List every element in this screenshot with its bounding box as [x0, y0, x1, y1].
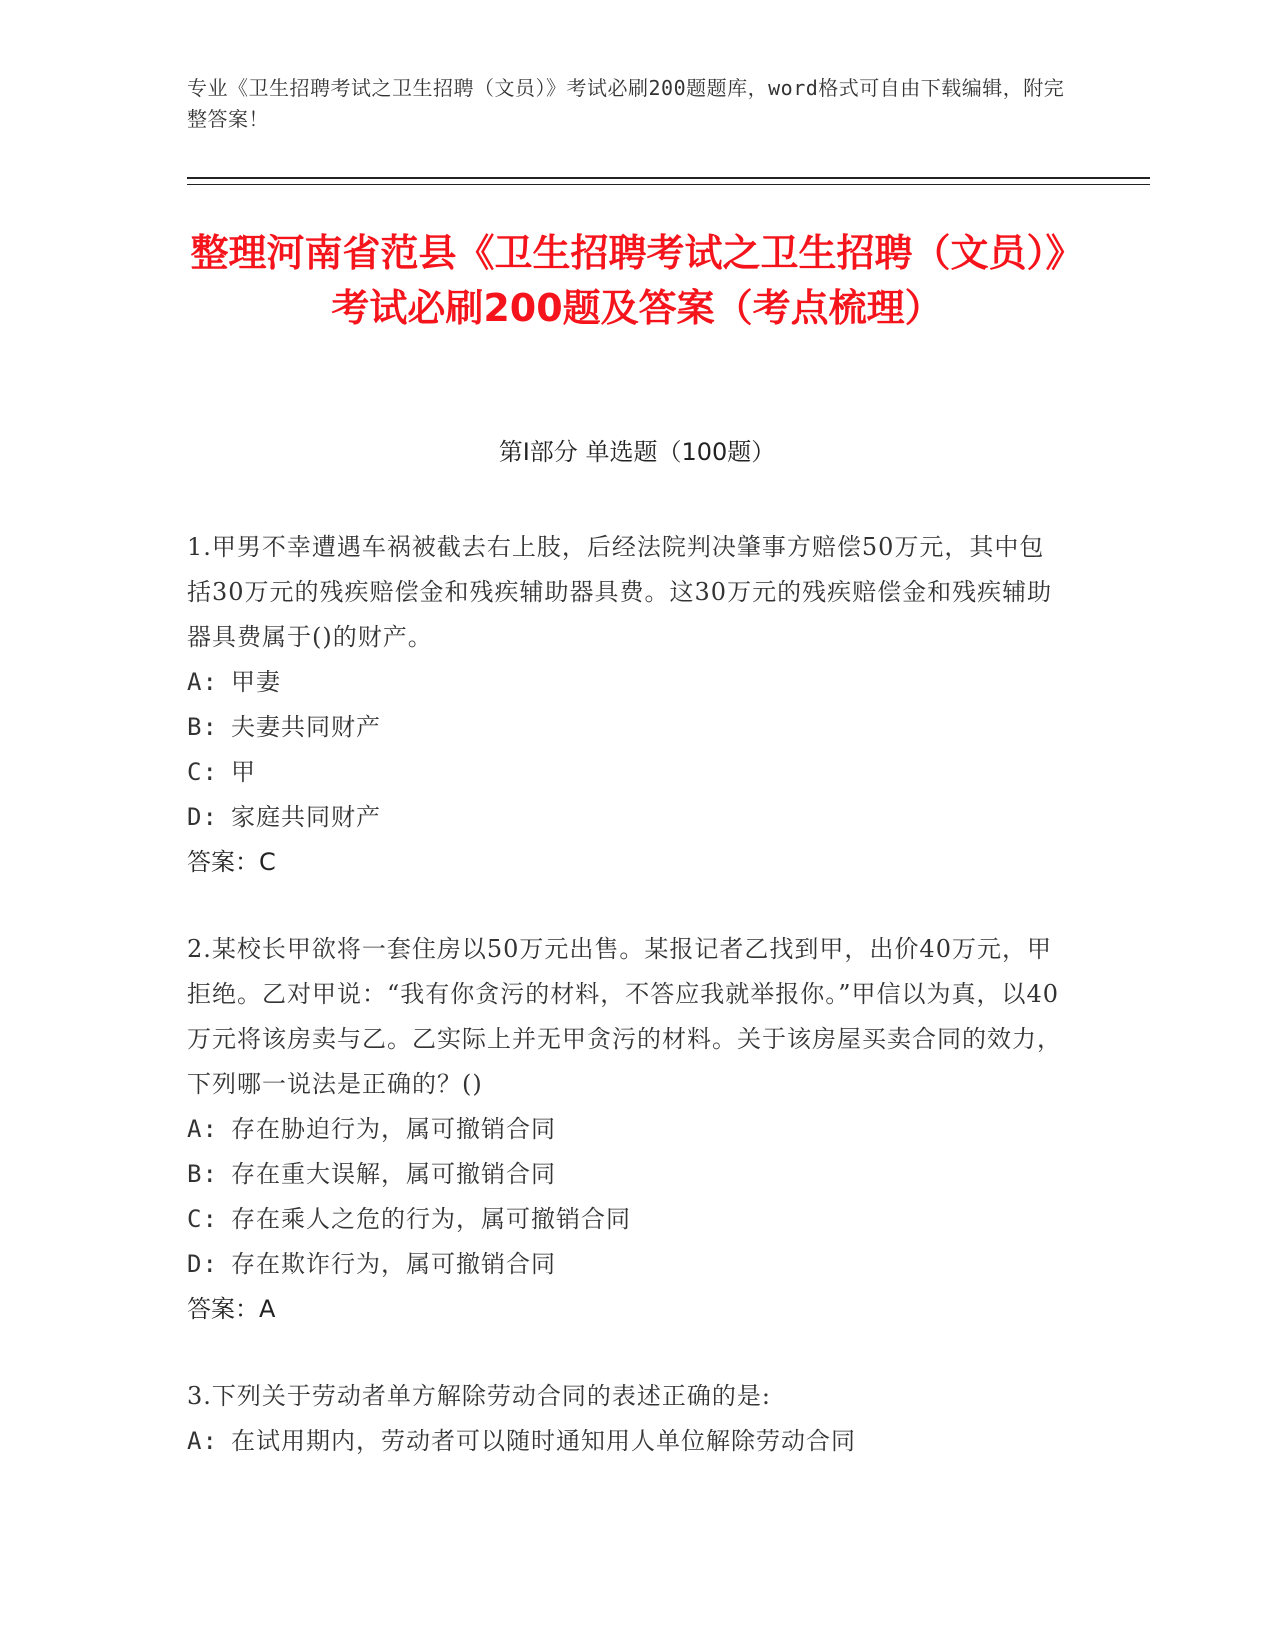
option-key: A:: [187, 668, 218, 696]
option-key: A:: [187, 1115, 218, 1143]
option-text: 甲妻: [231, 668, 281, 696]
option-key: D:: [187, 1250, 218, 1278]
option-b: [187, 705, 1067, 750]
question-stem: 3.下列关于劳动者单方解除劳动合同的表述正确的是:: [187, 1382, 771, 1410]
option-key: D:: [187, 803, 218, 831]
question-1: [187, 525, 1067, 885]
option-text: 在试用期内，劳动者可以随时通知用人单位解除劳动合同: [231, 1427, 856, 1455]
option-key: C:: [187, 1205, 218, 1233]
answer: 答案：A: [187, 1295, 276, 1323]
header-divider-thick: [187, 177, 1150, 179]
section-title: 第I部分 单选题（100题）: [498, 438, 776, 466]
question-stem: 1.甲男不幸遭遇车祸被截去右上肢，后经法院判决肇事方赔偿50万元，其中包括30万元的残疾赔偿金和残疾辅助器具费。这30万元的残疾赔偿金和残疾辅助器具费属于()的财产。: [187, 533, 1053, 651]
option-c: [187, 750, 1067, 795]
question-2: [187, 927, 1067, 1332]
header-divider-thin: [187, 184, 1150, 185]
option-c: [187, 1197, 1067, 1242]
document-title: 整理河南省范县《卫生招聘考试之卫生招聘（文员）》考试必刷200题及答案（考点梳理）: [190, 231, 1084, 330]
option-d: [187, 795, 1067, 840]
option-text: 存在胁迫行为，属可撤销合同: [231, 1115, 556, 1143]
question-stem: 2.某校长甲欲将一套住房以50万元出售。某报记者乙找到甲，出价40万元，甲拒绝。乙对甲说：“我有你贪污的材料，不答应我就举报你。”甲信以为真，以40万元将该房卖与乙。乙实际上并无甲贪污的材料。关于该房屋买卖合同的效力，下列哪一说法是正确的？(): [187, 935, 1062, 1098]
option-key: A:: [187, 1427, 218, 1455]
option-text: 家庭共同财产: [231, 803, 381, 831]
header-note: 专业《卫生招聘考试之卫生招聘（文员）》考试必刷200题题库，word格式可自由下载编辑，附完整答案！: [187, 76, 1065, 131]
option-text: 存在欺诈行为，属可撤销合同: [231, 1250, 556, 1278]
option-a: [187, 1107, 1067, 1152]
option-a: [187, 1419, 1067, 1464]
option-text: 存在乘人之危的行为，属可撤销合同: [231, 1205, 631, 1233]
option-b: [187, 1152, 1067, 1197]
question-3: [187, 1374, 1067, 1464]
option-key: B:: [187, 713, 218, 741]
option-text: 夫妻共同财产: [231, 713, 381, 741]
option-text: 甲: [231, 758, 256, 786]
question-list: [187, 525, 1067, 1506]
option-key: C:: [187, 758, 218, 786]
option-text: 存在重大误解，属可撤销合同: [231, 1160, 556, 1188]
option-d: [187, 1242, 1067, 1287]
option-key: B:: [187, 1160, 218, 1188]
option-a: [187, 660, 1067, 705]
answer: 答案：C: [187, 848, 276, 876]
